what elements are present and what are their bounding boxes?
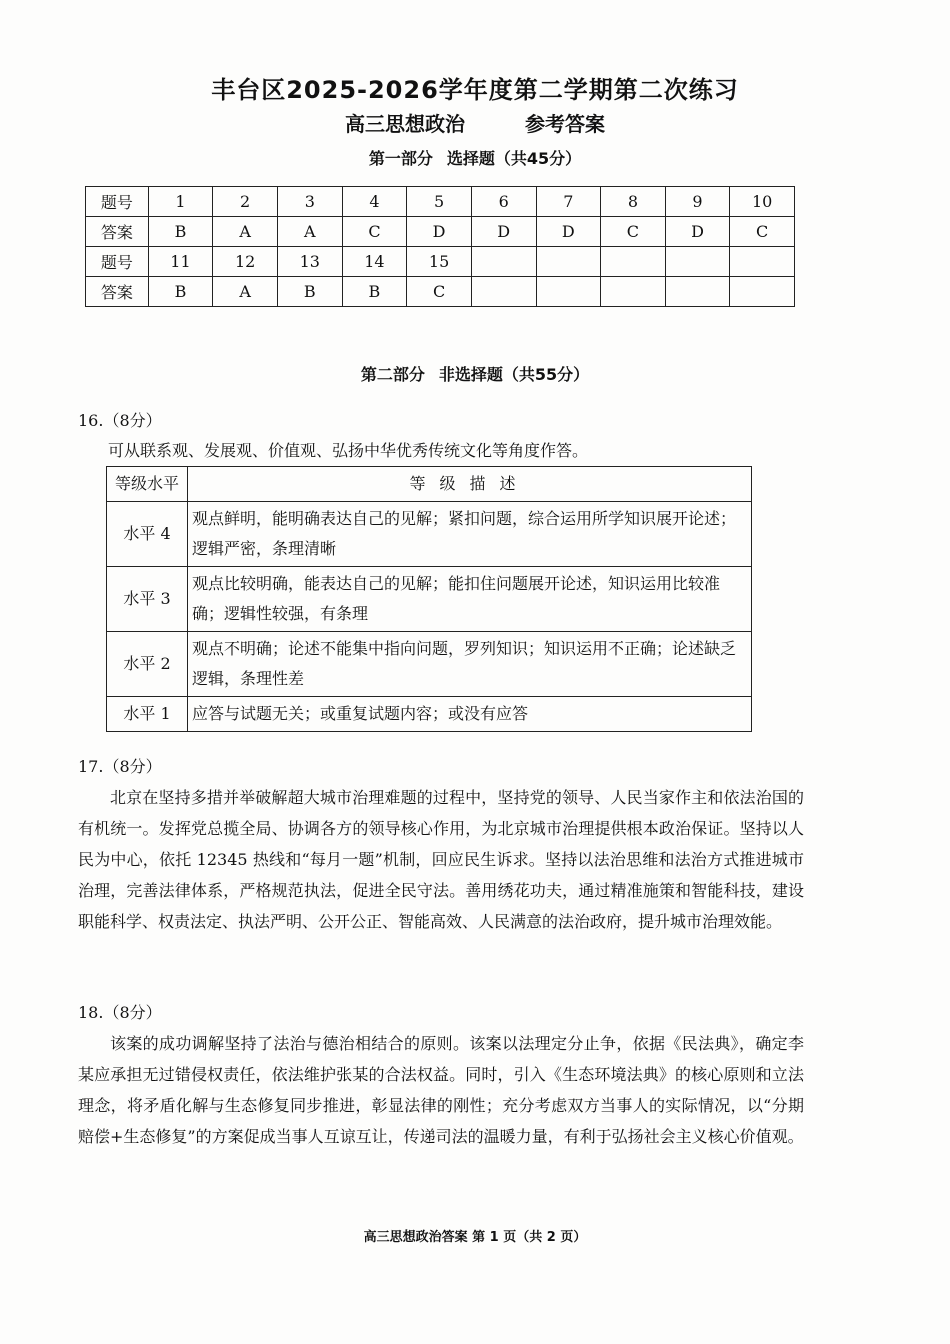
desc-cell: 观点比较明确，能表达自己的见解；能扣住问题展开论述，知识运用比较准确；逻辑性较强，有条理 — [188, 567, 752, 632]
answer-cell — [471, 277, 536, 307]
desc-cell: 观点鲜明，能明确表达自己的见解；紧扣问题，综合运用所学知识展开论述；逻辑严密，条理清晰 — [188, 502, 752, 567]
question-number-cell: 4 — [342, 187, 407, 217]
q17-heading: 17.（8分） — [78, 757, 162, 776]
answer-cell: A — [277, 217, 342, 247]
q17-answer — [78, 782, 804, 937]
part2-heading — [0, 362, 950, 385]
answer-cell — [665, 277, 730, 307]
part1-name: 第一部分 — [368, 149, 433, 168]
grading-table — [106, 466, 752, 732]
page-footer: 高三思想政治答案 第 1 页（共 2 页） — [363, 1230, 587, 1245]
question-number-cell: 2 — [213, 187, 278, 217]
q17-text: 北京在坚持多措并举破解超大城市治理难题的过程中，坚持党的领导、人民当家作主和依法治国的有机统一。发挥党总揽全局、协调各方的领导核心作用，为北京城市治理提供根本政治保证。坚持以人民为中心，依托 12345 热线和“每月一题”机制，回应民生诉求。坚持以法治思维和法治方式推进城市治理，完善法律体系，严格规范执法，促进全民守法。善用绣花功夫，通过精准施策和智能科技，建设职能科学、权责法定、执法严明、公开公正、智能高效、人民满意的法治政府，提升城市治理效能。 — [78, 788, 804, 931]
answer-cell: B — [148, 217, 213, 247]
part1-desc: 选择题（共45分） — [446, 149, 582, 168]
level-cell: 水平 4 — [107, 502, 188, 567]
row-label-answer: 答案 — [86, 277, 149, 307]
answer-cell: B — [148, 277, 213, 307]
question-number-cell: 12 — [213, 247, 278, 277]
answer-cell: C — [601, 217, 666, 247]
answer-cell: C — [407, 277, 472, 307]
question-number-cell: 14 — [342, 247, 407, 277]
level-cell: 水平 3 — [107, 567, 188, 632]
answer-cell: D — [536, 217, 601, 247]
q16-intro: 可从联系观、发展观、价值观、弘扬中华优秀传统文化等角度作答。 — [108, 441, 589, 460]
answer-kind-label: 参考答案 — [525, 112, 605, 136]
answer-cell: D — [665, 217, 730, 247]
question-number-cell: 6 — [471, 187, 536, 217]
page-title: 丰台区2025-2026学年度第二学期第二次练习 — [211, 76, 739, 104]
answer-cell: B — [277, 277, 342, 307]
answer-cell: C — [730, 217, 795, 247]
answer-cell: B — [342, 277, 407, 307]
level-cell: 水平 1 — [107, 697, 188, 732]
question-number-cell — [471, 247, 536, 277]
grading-table-header — [107, 467, 752, 502]
answer-row — [86, 277, 795, 307]
question-number-cell: 15 — [407, 247, 472, 277]
question-number-cell: 11 — [148, 247, 213, 277]
q18-heading: 18.（8分） — [78, 1003, 162, 1022]
question-number-cell: 7 — [536, 187, 601, 217]
answer-row — [86, 217, 795, 247]
level-cell: 水平 2 — [107, 632, 188, 697]
row-label-question: 题号 — [86, 247, 149, 277]
answer-cell — [730, 277, 795, 307]
question-number-cell: 8 — [601, 187, 666, 217]
part1-heading — [0, 146, 950, 169]
q18-answer — [78, 1028, 804, 1152]
table-row — [107, 697, 752, 732]
question-number-cell — [536, 247, 601, 277]
question-number-cell: 1 — [148, 187, 213, 217]
table-row — [107, 567, 752, 632]
question-number-cell: 9 — [665, 187, 730, 217]
part2-desc: 非选择题（共55分） — [438, 365, 590, 384]
answer-cell: A — [213, 277, 278, 307]
answer-cell: D — [407, 217, 472, 247]
answer-cell — [536, 277, 601, 307]
answer-cell: D — [471, 217, 536, 247]
question-number-cell — [730, 247, 795, 277]
table-row — [107, 502, 752, 567]
q16-heading: 16.（8分） — [78, 411, 162, 430]
question-number-cell: 5 — [407, 187, 472, 217]
row-label-answer: 答案 — [86, 217, 149, 247]
question-number-row — [86, 187, 795, 217]
desc-cell: 观点不明确；论述不能集中指向问题，罗列知识；知识运用不正确；论述缺乏逻辑，条理性差 — [188, 632, 752, 697]
question-number-cell: 10 — [730, 187, 795, 217]
question-number-cell: 3 — [277, 187, 342, 217]
answer-cell: C — [342, 217, 407, 247]
row-label-question: 题号 — [86, 187, 149, 217]
subject-label: 高三思想政治 — [345, 112, 465, 136]
question-number-cell — [665, 247, 730, 277]
page-subtitle — [0, 108, 950, 137]
header-level: 等级水平 — [107, 467, 188, 502]
answer-table — [85, 186, 795, 307]
part2-name: 第二部分 — [360, 365, 425, 384]
table-row — [107, 632, 752, 697]
question-number-cell — [601, 247, 666, 277]
question-number-cell: 13 — [277, 247, 342, 277]
q18-text: 该案的成功调解坚持了法治与德治相结合的原则。该案以法理定分止争，依据《民法典》，确定李某应承担无过错侵权责任，依法维护张某的合法权益。同时，引入《生态环境法典》的核心原则和立法理念，将矛盾化解与生态修复同步推进，彰显法律的刚性；充分考虑双方当事人的实际情况，以“分期赔偿+生态修复”的方案促成当事人互谅互让，传递司法的温暖力量，有利于弘扬社会主义核心价值观。 — [78, 1034, 804, 1146]
header-desc: 等级描述 — [188, 467, 752, 502]
answer-cell — [601, 277, 666, 307]
question-number-row — [86, 247, 795, 277]
desc-cell: 应答与试题无关；或重复试题内容；或没有应答 — [188, 697, 752, 732]
answer-cell: A — [213, 217, 278, 247]
